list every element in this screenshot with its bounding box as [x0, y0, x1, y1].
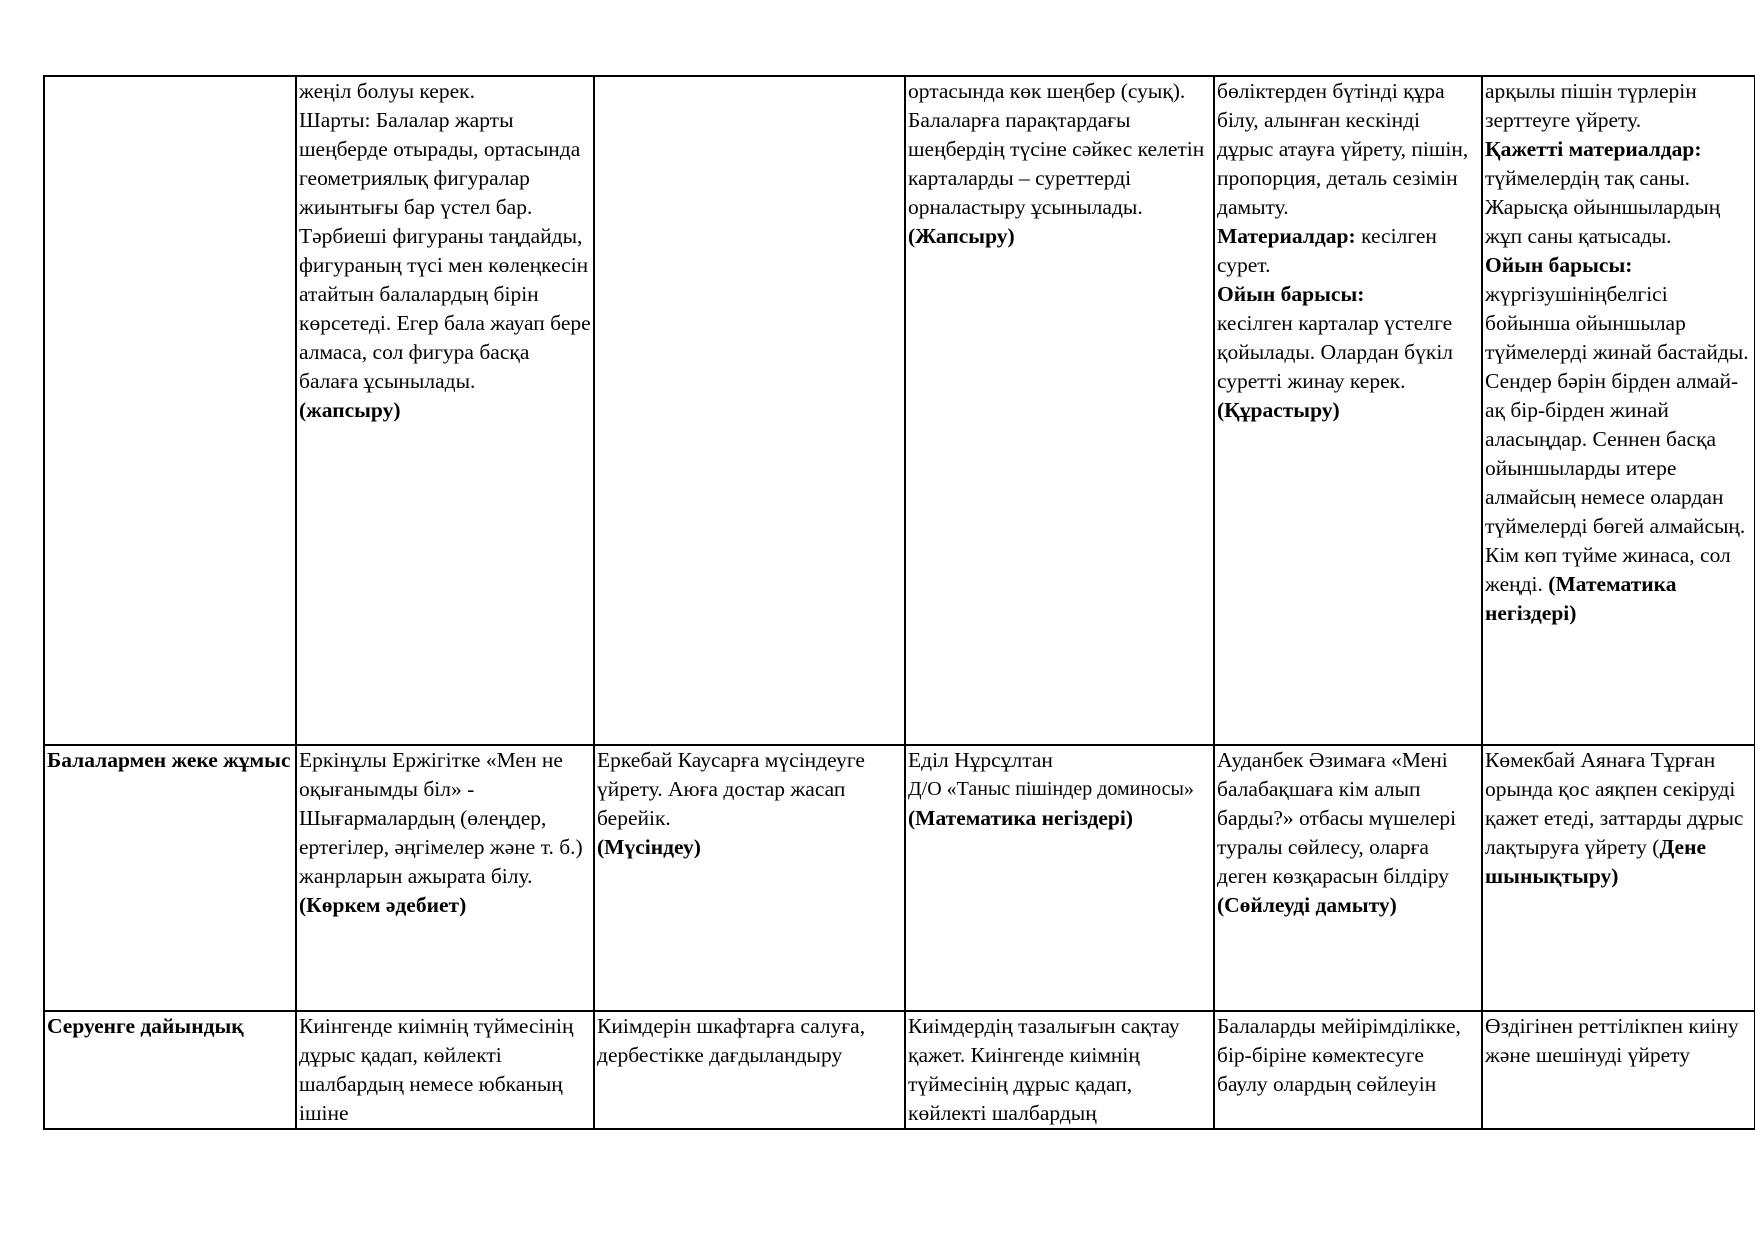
- table-cell: [1214, 1011, 1482, 1129]
- cell-text: (Көркем әдебиет): [299, 893, 467, 917]
- cell-text: Балаларды мейірімділікке, бір-біріне көмектесуге баулу олардың сөйлеуін: [1217, 1014, 1461, 1096]
- row-label: Балалармен жеке жұмыс: [44, 745, 296, 1011]
- cell-text: Киінгенде киімнің түймесінің дұрыс қадап, көйлекті шалбардың немесе юбканың ішіне: [299, 1014, 574, 1125]
- cell-text: Еркебай Каусарға мүсіндеуге үйрету. Аюға достар жасап берейік.: [597, 748, 865, 830]
- cell-text: Ойын барысы:: [1485, 253, 1633, 277]
- cell-text: Ойын барысы:: [1217, 282, 1365, 306]
- table-cell: [1214, 76, 1482, 745]
- table-row: [44, 1011, 1755, 1129]
- cell-text: Материалдар: кесілген сурет.: [1217, 224, 1437, 277]
- row-label: [44, 76, 296, 745]
- table-cell: [1482, 1011, 1755, 1129]
- table-cell: [594, 76, 905, 745]
- cell-text: Шарты: Балалар жарты шеңберде отырады, ортасында геометриялық фигуралар жиынтығы бар үстел бар. Тәрбиеші фигураны таңдайды, фигураның түсі мен көлеңкесін атайтын балалардың бірін көрсетеді. Егер бала жауап бере алмаса, сол фигура басқа балаға ұсынылады.: [299, 108, 591, 393]
- cell-text: Қажетті материалдар:: [1485, 137, 1702, 161]
- cell-text: Д/О «Таныс пішіндер доминосы»: [908, 778, 1194, 800]
- cell-text: түймелердің тақ саны. Жарысқа ойыншылардың жұп саны қатысады.: [1485, 166, 1721, 248]
- table-cell: [296, 76, 594, 745]
- cell-text: жүргізушініңбелгісі бойынша ойыншылар түймелерді жинай бастайды. Сендер бәрін бірден алмай-ақ бір-бірден жинай аласыңдар. Сеннен басқа ойыншыларды итере алмайсың немесе олардан түймелерді бөгей алмайсың. Кім көп түйме жинаса, сол жеңді. (Математика негіздері): [1485, 282, 1749, 625]
- table-cell: [296, 745, 594, 1011]
- cell-text: Киімдердің тазалығын сақтау қажет. Киінгенде киімнің түймесінің дұрыс қадап, көйлекті шалбардың: [908, 1014, 1180, 1125]
- row-label: Серуенге дайындық: [44, 1011, 296, 1129]
- table-cell: [905, 1011, 1214, 1129]
- table-cell: [905, 76, 1214, 745]
- cell-text: (Мүсіндеу): [597, 835, 701, 859]
- table-cell: [594, 1011, 905, 1129]
- cell-text: арқылы пішін түрлерін зерттеуге үйрету.: [1485, 79, 1697, 132]
- cell-text: ортасында көк шеңбер (суық). Балаларға парақтардағы шеңбердің түсіне сәйкес келетін карталарды – суреттерді орналастыру ұсынылады.: [908, 79, 1205, 219]
- cell-text: Ауданбек Әзимаға «Мені балабақшаға кім алып барды?» отбасы мүшелері туралы сөйлесу, оларға деген көзқарасын білдіру: [1217, 748, 1457, 888]
- cell-text: Еркінұлы Ержігітке «Мен не оқығанымды біл» - Шығармалардың (өлеңдер, ертегілер, әңгімелер және т. б.) жанрларын ажырата білу.: [299, 748, 583, 888]
- cell-text: жеңіл болуы керек.: [299, 79, 475, 103]
- table-row: [44, 745, 1755, 1011]
- cell-text: (Жапсыру): [908, 224, 1015, 248]
- cell-text: (Сөйлеуді дамыту): [1217, 893, 1397, 917]
- table-cell: [1214, 745, 1482, 1011]
- table-cell: [296, 1011, 594, 1129]
- cell-text: кесілген карталар үстелге қойылады. Олардан бүкіл суретті жинау керек.: [1217, 311, 1454, 393]
- cell-text: Еділ Нұрсұлтан: [908, 748, 1053, 772]
- table-cell: [1482, 76, 1755, 745]
- cell-text: (Құрастыру): [1217, 398, 1340, 422]
- table-cell: [1482, 745, 1755, 1011]
- table-cell: [905, 745, 1214, 1011]
- cell-text: (Математика негіздері): [908, 806, 1134, 830]
- table-row: [44, 76, 1755, 745]
- cell-text: Өздігінен реттілікпен киіну және шешінуді үйрету: [1485, 1014, 1739, 1067]
- cell-text: Киімдерін шкафтарға салуға, дербестікке дағдыландыру: [597, 1014, 866, 1067]
- cell-text: (жапсыру): [299, 398, 401, 422]
- cell-text: Көмекбай Аянаға Тұрған орында қос аяқпен секіруді қажет етеді, заттарды дұрыс лақтыруға үйрету (Дене шынықтыру): [1485, 748, 1744, 888]
- cell-text: бөліктерден бүтінді құра білу, алынған кескінді дұрыс атауға үйрету, пішін, пропорция, деталь сезімін дамыту.: [1217, 79, 1469, 219]
- table-cell: [594, 745, 905, 1011]
- plan-table: [43, 75, 1755, 1130]
